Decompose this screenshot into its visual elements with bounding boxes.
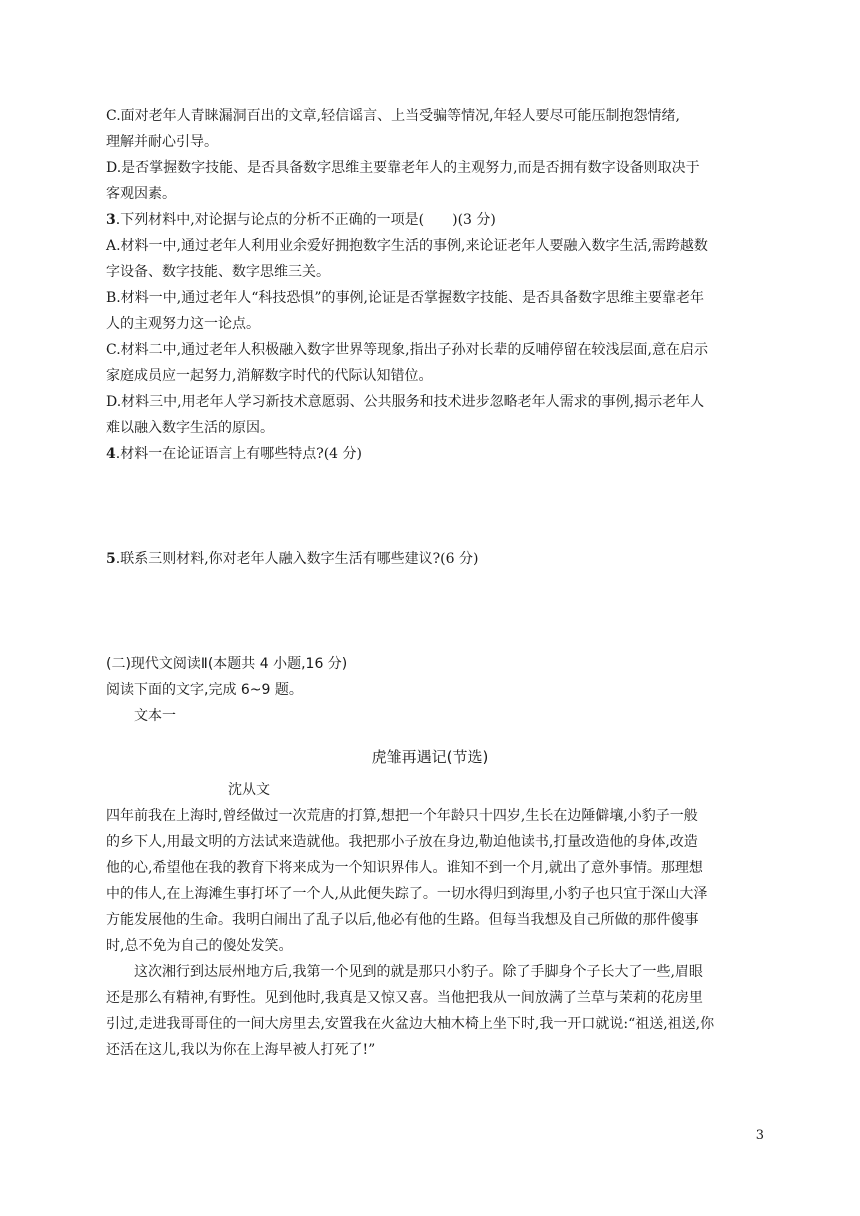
q3-option-b-line1: B.材料一中,通过老年人“科技恐惧”的事例,论证是否掌握数字技能、是否具备数字思维主要靠老年 — [106, 290, 704, 306]
passage-p1-line1: 四年前我在上海时,曾经做过一次荒唐的打算,想把一个年龄只十四岁,生长在边陲僻壤,小豹子一般 — [106, 808, 698, 824]
passage-p1-line5: 方能发展他的生命。我明白闹出了乱子以后,他必有他的生路。但每当我想及自己所做的那件傻事 — [106, 912, 699, 928]
question-3-number: 3 — [106, 212, 116, 228]
question-5-text: .联系三则材料,你对老年人融入数字生活有哪些建议?(6 分) — [115, 551, 479, 567]
passage-p1-line4: 中的伟人,在上海滩生事打坏了一个人,从此便失踪了。一切水得归到海里,小豹子也只宜于深山大泽 — [106, 886, 708, 902]
passage-author: 沈从文 — [228, 782, 270, 798]
question-4-stem — [106, 444, 756, 464]
q2-option-c-line2: 理解并耐心引导。 — [106, 134, 218, 150]
q3-option-a-line1: A.材料一中,通过老年人利用业余爱好拥抱数字生活的事例,来论证老年人要融入数字生活,需跨越数 — [106, 238, 708, 254]
passage-title: 虎雏再遇记(节选) — [371, 748, 489, 766]
q3-option-d-line2: 难以融入数字生活的原因。 — [106, 420, 274, 436]
text-one-label: 文本一 — [134, 708, 176, 724]
question-4-text: .材料一在论证语言上有哪些特点?(4 分) — [115, 446, 362, 462]
question-3-stem — [106, 210, 756, 230]
q3-option-c-line1: C.材料二中,通过老年人积极融入数字世界等现象,指出子孙对长辈的反哺停留在较浅层面,意在启示 — [106, 342, 709, 358]
passage-p2-line3: 引过,走进我哥哥住的一间大房里去,安置我在火盆边大柚木椅上坐下时,我一开口就说:“祖送,祖送,你 — [106, 1016, 715, 1032]
question-3-text: .下列材料中,对论据与论点的分析不正确的一项是( )(3 分) — [115, 212, 496, 228]
section-2-heading: (二)现代文阅读Ⅱ(本题共 4 小题,16 分) — [106, 656, 348, 672]
passage-p2-line2: 还是那么有精神,有野性。见到他时,我真是又惊又喜。当他把我从一间放满了兰草与茉莉的花房里 — [106, 990, 703, 1006]
question-5-number: 5 — [106, 551, 116, 567]
q2-option-d-line1: D.是否掌握数字技能、是否具备数字思维主要靠老年人的主观努力,而是否拥有数字设备则取决于 — [106, 160, 700, 176]
passage-p2-line1: 这次湘行到达辰州地方后,我第一个见到的就是那只小豹子。除了手脚身个子长大了一些,眉眼 — [134, 964, 703, 980]
passage-p1-line3: 他的心,希望他在我的教育下将来成为一个知识界伟人。谁知不到一个月,就出了意外事情。那理想 — [106, 860, 703, 876]
q3-option-c-line2: 家庭成员应一起努力,消解数字时代的代际认知错位。 — [106, 368, 433, 384]
question-4-number: 4 — [106, 446, 116, 462]
q2-option-c-line1: C.面对老年人青睐漏洞百出的文章,轻信谣言、上当受骗等情况,年轻人要尽可能压制抱怨情绪, — [106, 108, 681, 124]
section-2-instruction: 阅读下面的文字,完成 6~9 题。 — [106, 682, 303, 698]
q3-option-b-line2: 人的主观努力这一论点。 — [106, 316, 260, 332]
passage-p1-line6: 时,总不免为自己的傻处发笑。 — [106, 938, 293, 954]
page-number: 3 — [755, 1128, 764, 1143]
passage-p1-line2: 的乡下人,用最文明的方法试来造就他。我把那小子放在身边,勒迫他读书,打量改造他的身体,改造 — [106, 834, 698, 850]
q2-option-d-line2: 客观因素。 — [106, 186, 176, 202]
q3-option-a-line2: 字设备、数字技能、数字思维三关。 — [106, 264, 330, 280]
passage-p2-line4: 还活在这儿,我以为你在上海早被人打死了!” — [106, 1042, 376, 1058]
q3-option-d-line1: D.材料三中,用老年人学习新技术意愿弱、公共服务和技术进步忽略老年人需求的事例,揭示老年人 — [106, 394, 705, 410]
question-5-stem — [106, 549, 756, 569]
